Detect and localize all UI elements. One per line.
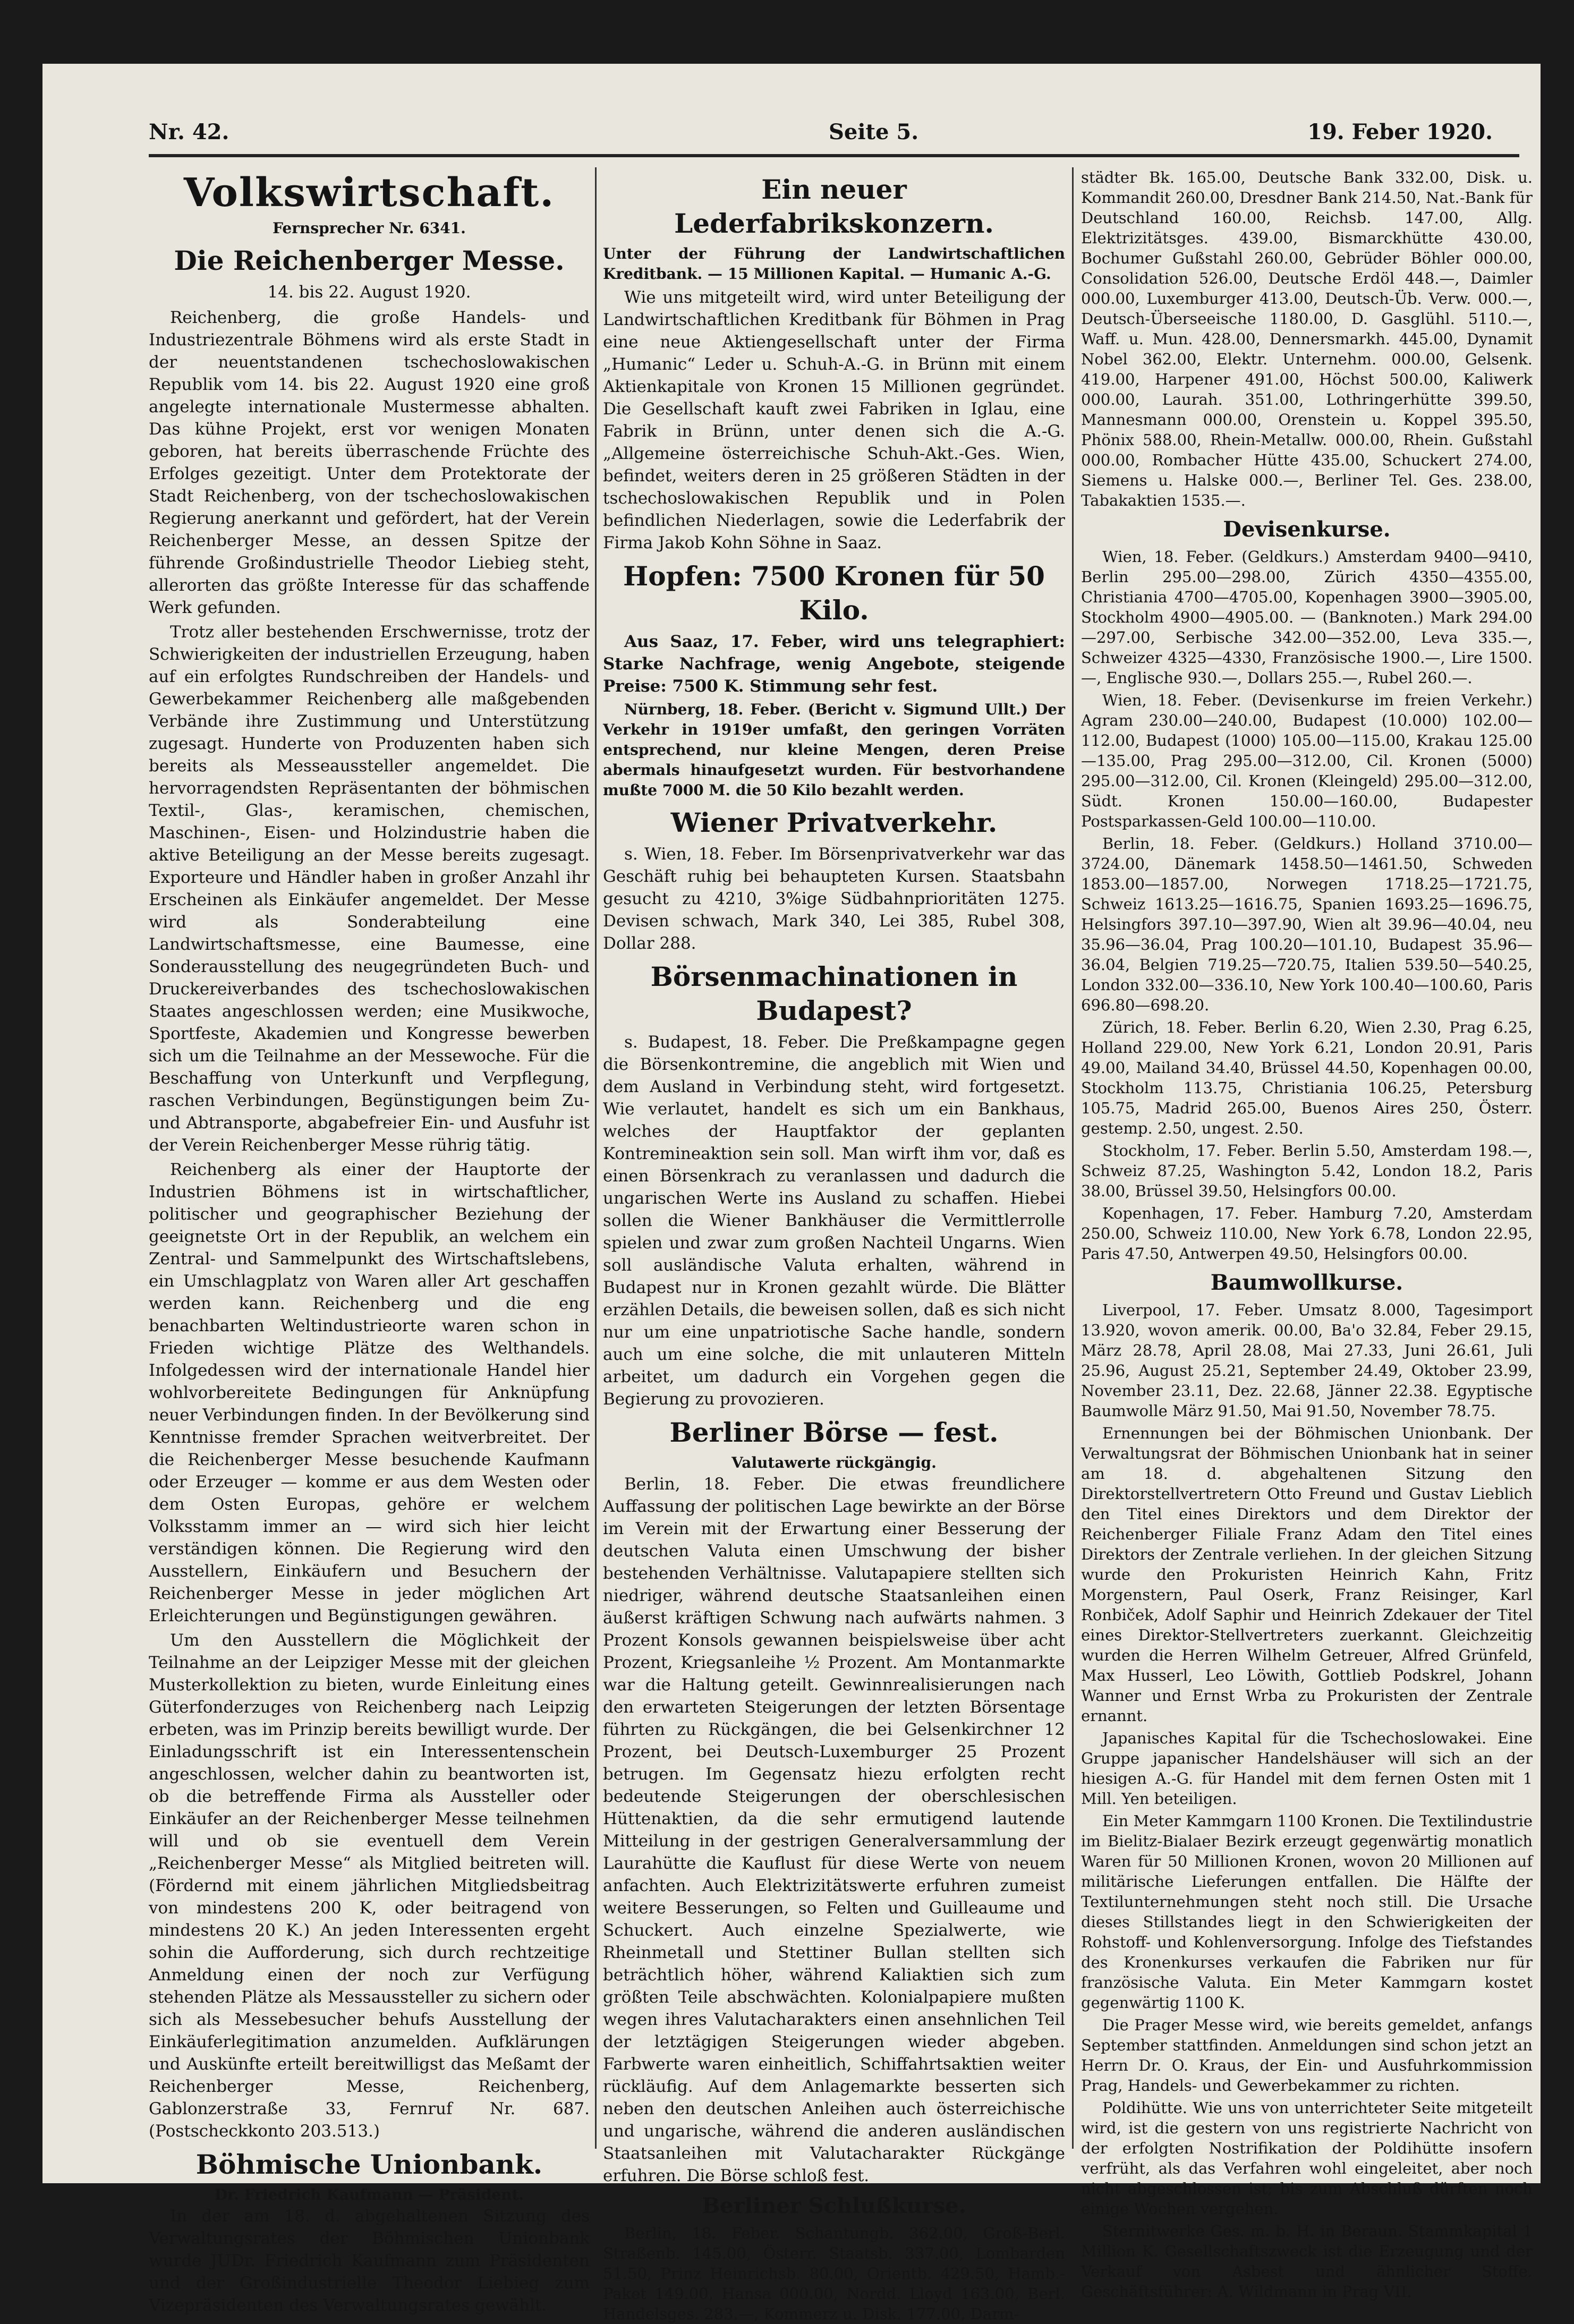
schluss-title: Berliner Schlußkurse. [702, 2193, 966, 2218]
budapest-title: Börsenmachinationen in Budapest? [650, 961, 1018, 1026]
devisen-title: Devisenkurse. [1223, 517, 1391, 542]
devisen-paragraph-4: Zürich, 18. Feber. Berlin 6.20, Wien 2.30, Prag 6.25, Holland 229.00, New York 6.21, London 20.91, Paris 49.00, Mailand 34.40, Brüssel 44.50, Kopenhagen 00.00, Stockholm 113.75, Christiania 106.25, Petersburg 105.75, Madrid 265.00, Buenos Aires 250, Österr. gestemp. 2.50, ungest. 2.50. [1081, 1018, 1533, 1137]
japan-paragraph: Japanisches Kapital für die Tschechoslowakei. Eine Gruppe japanischer Handelshäuser will sich an der hiesigen A.-G. für Handel mit dem fernen Osten mit 1 Mill. Yen beteiligen. [1081, 1729, 1533, 1808]
budapest-paragraph: s. Budapest, 18. Feber. Die Preßkampagne gegen die Börsenkontremine, die angeblich mit Wien und dem Ausland in Verbindung steht, wird fortgesetzt. Wie verlautet, handelt es sich um ein Bankhaus, welches der Hauptfaktor der geplanten Kontremineaktion sein soll. Man wirft ihm vor, daß es einen Börsenkrach zu veranlassen und dadurch die ungarischen Werte ins Ausland zu schaffen. Hiebei sollen die Wiener Bankhäuser die Vermittlerrolle spielen und zwar zum großen Nachteil Ungarns. Wien soll ausländische Valuta erhalten, während in Budapest nur in Kronen gezahlt würde. Die Blätter erzählen Details, die beweisen sollen, daß es sich nicht nur um eine unpatriotische Sache handle, sondern auch um eine solche, die mit unlauteren Mitteln arbeitet, um dadurch ein Vorgehen gegen die Begierung zu provozieren. [603, 1033, 1065, 1409]
kammgarn-paragraph: Ein Meter Kammgarn 1100 Kronen. Die Textilindustrie im Bielitz-Bialaer Bezirk erzeugt gegenwärtig monatlich Waren für 50 Millionen Kronen, wovon 20 Millionen auf militärische Lieferungen entfallen. Die Hälfte der Textilunternehmungen steht noch still. Die Ursache dieses Stillstandes liegt in den Schwierigkeiten der Rohstoff- und Kohlenversorgung. Infolge des Tiefstandes des Kronenkurses verkaufen die Fabriken nur für französische Valuta. Ein Meter Kammgarn kostet gegenwärtig 1100 K. [1081, 1812, 1533, 2012]
prager-paragraph: Die Prager Messe wird, wie bereits gemeldet, anfangs September stattfinden. Anmeldungen sind schon jetzt an Herrn Dr. O. Kraus, der Ein- und Ausfuhrkommission Prag, Handels- und Gewerbekammer zu richten. [1081, 2016, 1533, 2095]
leder-paragraph: Wie uns mitgeteilt wird, wird unter Beteiligung der Landwirtschaftlichen Kreditbank für Böhmen in Prag eine neue Aktiengesellschaft unter der Firma „Humanic“ Leder u. Schuh-A.-G. in Brünn mit einem Aktienkapitale von Kronen 15 Millionen gegründet. Die Gesellschaft kauft zwei Fabriken in Iglau, eine Fabrik in Brünn, unter denen sich die A.-G. „Allgemeine österreichische Schuh-Akt.-Ges. Wien, befindet, weiters deren in 25 größeren Städten in der tschechoslowakischen Republik und in Polen befindlichen Niederlagen, sowie die Lederfabrik der Firma Jakob Kohn Söhne in Saaz. [603, 288, 1065, 552]
column-1 [149, 167, 590, 2315]
messe-paragraph-3: Reichenberg als einer der Hauptorte der Industrien Böhmens ist in wirtschaftlicher, politischer und geographischer Beziehung der geeignetste Ort in der Republik, an welchem ein Zentral- und Sammelpunkt des Wirtschaftslebens, ein Umschlagplatz von Waren aller Art geschaffen werden kann. Reichenberg und die eng benachbarten Weltindustrieorte waren schon in Frieden wichtige Plätze des Welthandels. Infolgedessen wird der internationale Handel hier wohlvorbereitete Bedingungen für Anknüpfung neuer Verbindungen finden. In der Bevölkerung sind Kenntnisse fremder Sprachen weitverbreitet. Der die Reichenberger Messe besuchende Kaufmann oder Erzeuger — komme er aus dem Westen oder dem Osten Europas, gehöre er welchem Volksstamm immer an — wird sich hier leicht verständigen können. Die Regierung wird den Ausstellern, Einkäufern und Besuchern der Reichenberger Messe in jeder möglichen Art Erleichterungen und Begünstigungen gewähren. [149, 1160, 590, 1625]
ernennung-paragraph: Ernennungen bei der Böhmischen Unionbank. Der Verwaltungsrat der Böhmischen Unionbank hat in seiner am 18. d. abgehaltenen Sitzung den Direktorstellvertretern Otto Freund und Gustav Lieblich den Titel eines Direktors und dem Direktor der Reichenberger Filiale Franz Adam den Titel eines Direktors der Zentrale verliehen. In der gleichen Sitzung wurde den Prokuristen Heinrich Kahn, Fritz Morgenstern, Paul Oserk, Franz Reisinger, Karl Ronbiček, Adolf Saphir und Heinrich Zdekauer der Titel eines Direktor-Stellvertreters zuerkannt. Gleichzeitig wurden die Herren Wilhelm Getreuer, Alfred Grünfeld, Max Husserl, Leo Löwith, Gottlieb Podskrel, Johann Wanner und Ernst Wrba zu Prokuristen der Zentrale ernannt. [1081, 1424, 1533, 1725]
berlin-paragraph: Berlin, 18. Feber. Die etwas freundlichere Auffassung der politischen Lage bewirkte an der Börse im Verein mit der Erwartung einer Besserung der deutschen Valuta einen Umschwung der bisher bestehenden Verhältnisse. Valutapapiere stellten sich niedriger, während deutsche Staatsanleihen einen äußerst kräftigen Schwung nach aufwärts nahmen. 3 Prozent Konsols gewannen beispielsweise über acht Prozent, Kriegsanleihe ½ Prozent. Am Montanmarkte war die Haltung geteilt. Gewinnrealisierungen nach den erwarteten Steigerungen der letzten Börsentage führten zu Rückgängen, die bei Gelsenkirchner 12 Prozent, bei Deutsch-Luxemburger 25 Prozent betrugen. Im Gegensatz hiezu erfolgten recht bedeutende Steigerungen der oberschlesischen Hüttenaktien, da die sehr ermutigend lautende Mitteilung in der gestrigen Generalversammlung der Laurahütte die Kauflust für diese Werte von neuem anfachten. Auch Elektrizitätswerte erfuhren zumeist weitere Besserungen, so Felten und Guilleaume und Schuckert. Auch einzelne Spezialwerte, wie Rheinmetall und Stettiner Bullan stellten sich beträchtlich höher, während Kaliaktien sich zum größten Teile abschwächten. Kolonialpapiere mußten wegen ihres Valutacharakters einen ansehnlichen Teil der letztägigen Steigerungen wieder abgeben. Farbwerte waren einheitlich, Schiffahrtsaktien weiter rückläufig. Auf dem Anlagemarkte besserten sich neben den deutschen Anleihen auch österreichische und ungarische, während die anderen ausländischen Staatsanleihen mit Valutacharakter Rückgänge erfuhren. Die Börse schloß fest. [603, 1475, 1065, 2185]
messe-title: Die Reichenberger Messe. [174, 245, 565, 276]
messe-paragraph-1: Reichenberg, die große Handels- und Industriezentrale Böhmens wird als erste Stadt in der neuentstandenen tschechoslowakischen Republik vom 14. bis 22. August 1920 eine groß angelegte internationale Mustermesse abhalten. Das kühne Projekt, erst vor wenigen Monaten geboren, hat bereits überraschende Früchte des Erfolges gezeitigt. Unter dem Protektorate der Stadt Reichenberg, von der tschechoslowakischen Regierung anerkannt und gefördert, hat der Verein Reichenberger Messe, an dessen Spitze der führende Großindustrielle Theodor Liebieg steht, allerorten das größte Interesse für das schaffende Werk gefunden. [149, 308, 590, 617]
section-title: Volkswirtschaft. [183, 170, 555, 216]
devisen-paragraph-6: Kopenhagen, 17. Feber. Hamburg 7.20, Amsterdam 250.00, Schweiz 110.00, New York 6.78, London 22.95, Paris 47.50, Antwerpen 49.50, Helsingfors 00.00. [1081, 1204, 1533, 1263]
berlin-title: Berliner Börse — fest. [669, 1417, 999, 1448]
messe-date: 14. bis 22. August 1920. [267, 283, 471, 302]
privat-paragraph: s. Wien, 18. Feber. Im Börsenprivatverkehr war das Geschäft ruhig bei behaupteten Kursen. Staatsbahn gesucht zu 4210, 3%ige Südbahnprioritäten 1275. Devisen schwach, Mark 340, Lei 385, Rubel 308, Dollar 288. [603, 845, 1065, 953]
column-divider-1 [595, 167, 597, 2149]
baumwoll-title: Baumwollkurse. [1210, 1270, 1403, 1295]
column-2 [603, 167, 1065, 2323]
schluss-paragraph: Berlin, 18. Feber. Schantungb. 362.00, Groß-Berl. Straßenb. 145.00, Österr. Staatsb. 337.00, Lombarden 51.50, Prinz Heinrichsb. 80.00, Orientb. 429.50, Hamb.-Paket 149.00, Hansa 000.00, Nordd. Lloyd 163.00, Berl. Handelsges. 283.—, Kommerz u. Disk. 177.00, Darm- [603, 2224, 1065, 2323]
newspaper-page [42, 64, 1541, 2323]
stern-paragraph: Sternitwerke Ges. m. b. H. in Beraun. Stammkapital 1 Million K. Gesellschaftszweck ist die Erzeugung und der Verkauf von Asbest und ähnlicher Stoffe. Geschäftsführer: A. Wildmann in Prag VII. [1081, 2222, 1533, 2301]
header-rule [149, 154, 1519, 157]
leder-subtitle: Unter der Führung der Landwirtschaftlichen Kreditbank. — 15 Millionen Kapital. — Humanic A.-G. [603, 245, 1065, 283]
hopfen-paragraph-2: Nürnberg, 18. Feber. (Bericht v. Sigmund Ullt.) Der Verkehr in 1919er umfaßt, den geringen Vorräten entsprechend, nur kleine Mengen, deren Preise abermals hinaufgesetzt wurden. Für bestvorhandene mußte 7000 M. die 50 Kilo bezahlt werden. [603, 701, 1065, 799]
union-title: Böhmische Unionbank. [195, 2149, 543, 2180]
devisen-paragraph-5: Stockholm, 17. Feber. Berlin 5.50, Amsterdam 198.—, Schweiz 87.25, Washington 5.42, London 18.2, Paris 38.00, Brüssel 39.50, Helsingfors 00.00. [1081, 1142, 1533, 1200]
devisen-paragraph-2: Wien, 18. Feber. (Devisenkurse im freien Verkehr.) Agram 230.00—240.00, Budapest (10.000) 102.00—112.00, Budapest (1000) 105.00—115.00, Krakau 125.00—135.00, Prag 295.00—312.00, Cil. Kronen (5000) 295.00—312.00, Cil. Kronen (Kleingeld) 295.00—312.00, Südt. Kronen 150.00—160.00, Budapester Postsparkassen-Geld 100.00—110.00. [1081, 691, 1533, 830]
hopfen-title: Hopfen: 7500 Kronen für 50 Kilo. [623, 560, 1045, 626]
messe-paragraph-4: Um den Ausstellern die Möglichkeit der Teilnahme an der Leipziger Messe mit der gleichen Musterkollektion zu bieten, wurde Einleitung eines Güterfonderzuges von Reichenberg nach Leipzig erbeten, was im Prinzip bereits bewilligt wurde. Der Einladungsschrift ist ein Interessentenschein angeschlossen, welcher dahin zu beantworten ist, ob die betreffende Firma als Aussteller oder Einkäufer an der Reichenberger Messe teilnehmen will und ob sie eventuell dem Verein „Reichenberger Messe“ als Mitglied beitreten will. (Fördernd mit einem jährlichen Mitgliedsbeitrag von mindestens 200 K, oder beitragend von mindestens 20 K.) An jeden Interessenten ergeht sohin die Aufforderung, sich durch rechtzeitige Anmeldung einen der noch zur Verfügung stehenden Plätze als Messaussteller zu sichern oder sich als Messebesucher behufs Ausstellung der Einkäuferlegitimation anzumelden. Aufklärungen und Auskünfte erteilt bereitwilligst das Meßamt der Reichenberger Messe, Reichenberg, Gablonzerstraße 33, Fernruf Nr. 687. (Postscheckkonto 203.513.) [149, 1631, 590, 2141]
berlin-subtitle: Valutawerte rückgängig. [731, 1454, 937, 1471]
leder-title: Ein neuer Lederfabrikskonzern. [674, 174, 994, 239]
union-paragraph: In der am 18. d. abgehaltenen Sitzung des Verwaltungsrates der Böhmischen Unionbank wurde JUDr. Friedrich Kaufmann zum Präsidenten und der Großindustrielle Theodor Liebieg zum Vizepräsidenten des Verwaltungsrates gewählt. [149, 2207, 590, 2315]
devisen-paragraph-3: Berlin, 18. Feber. (Geldkurs.) Holland 3710.00—3724.00, Dänemark 1458.50—1461.50, Schweden 1853.00—1857.00, Norwegen 1718.25—1721.75, Schweiz 1613.25—1616.75, Spanien 1693.25—1696.75, Helsingfors 397.10—397.90, Wien alt 39.96—40.04, neu 35.96—36.04, Prag 100.20—101.10, Budapest 35.96—36.04, Belgien 719.25—720.75, Italien 539.50—540.25, London 332.00—336.10, New York 100.40—100.60, Paris 696.80—698.20. [1081, 835, 1533, 1014]
page-number: Seite 5. [829, 120, 919, 144]
phone-line: Fernsprecher Nr. 6341. [273, 219, 466, 237]
schluss-continued: städter Bk. 165.00, Deutsche Bank 332.00, Disk. u. Kommandit 260.00, Dresdner Bank 214.50, Nat.-Bank für Deutschland 160.00, Reichsb. 147.00, Allg. Elektrizitätsges. 439.00, Bismarckhütte 430.00, Bochumer Gußstahl 260.00, Gebrüder Böhler 000.00, Consolidation 526.00, Deutsche Erdöl 448.—, Daimler 000.00, Luxemburger 413.00, Deutsch-Üb. Verw. 000.—, Deutsch-Überseeische 1180.00, D. Gasglühl. 5110.—, Waff. u. Mun. 428.00, Dennersmarkh. 445.00, Dynamit Nobel 362.00, Elektr. Unternehm. 000.00, Gelsenk. 419.00, Harpener 491.00, Höchst 500.00, Kaliwerk 000.00, Laurah. 351.00, Lothringerhütte 399.50, Mannesmann 000.00, Orenstein u. Koppel 395.50, Phönix 588.00, Rhein-Metallw. 000.00, Rhein. Gußstahl 000.00, Rombacher Hütte 435.00, Schuckert 274.00, Siemens u. Halske 000.—, Berliner Tel. Ges. 238.00, Tabakaktien 1535.—. [1081, 168, 1533, 509]
issue-date: 19. Feber 1920. [1307, 120, 1493, 144]
hopfen-paragraph-1: Aus Saaz, 17. Feber, wird uns telegraphiert: Starke Nachfrage, wenig Angebote, steigende Preise: 7500 K. Stimmung sehr fest. [603, 632, 1065, 696]
poldi-paragraph: Poldihütte. Wie uns von unterrichteter Seite mitgeteilt wird, ist die gestern von uns registrierte Nachricht von der erfolgten Nostrifikation der Poldihütte insofern verfrüht, als das Verfahren wohl eingeleitet, aber noch nicht abgeschlossen ist; bis zum Abschluß dürften noch einige Wochen vergehen. [1081, 2099, 1533, 2218]
privat-title: Wiener Privatverkehr. [670, 807, 998, 838]
union-subtitle: Dr. Friedrich Kaufmann — Präsident. [214, 2186, 524, 2203]
messe-paragraph-2: Trotz aller bestehenden Erschwernisse, trotz der Schwierigkeiten der industriellen Erzeugung, haben auf ein erfolgtes Rundschreiben der Handels- und Gewerbekammer Reichenberg alle maßgebenden Verbände ihre Zustimmung und Unterstützung zugesagt. Hunderte von Produzenten haben sich bereits als Messeaussteller angemeldet. Die hervorragendsten Repräsentanten der böhmischen Textil-, Glas-, keramischen, chemischen, Maschinen-, Eisen- und Holzindustrie haben die aktive Beteiligung an der Messe bereits zugesagt. Exporteure und Händler haben in großer Anzahl ihr Erscheinen als Einkäufer angemeldet. Der Messe wird als Sonderabteilung eine Landwirtschaftsmesse, eine Baumesse, eine Sonderausstellung des neugegründeten Buch- und Druckereiverbandes des tschechoslowakischen Staates angeschlossen werden; eine Musikwoche, Sportfeste, Akademien und Kongresse bewerben sich um die Teilnahme an der Messewoche. Für die Beschaffung von Unterkunft und Verpflegung, raschen Verbindungen, Begünstigungen beim Zu- und Abtransporte, abgabefreier Ein- und Ausfuhr ist der Verein Reichenberger Messe rührig tätig. [149, 623, 590, 1155]
issue-number: Nr. 42. [149, 120, 229, 144]
baumwoll-paragraph: Liverpool, 17. Feber. Umsatz 8.000, Tagesimport 13.920, wovon amerik. 00.00, Ba'o 32.84, Feber 29.15, März 28.78, April 28.08, Mai 27.33, Juni 26.61, Juli 25.96, August 25.21, September 24.49, Oktober 23.99, November 23.11, Dez. 22.68, Jänner 22.38. Egyptische Baumwolle März 91.50, Mai 91.50, November 78.75. [1081, 1301, 1533, 1420]
column-divider-2 [1072, 167, 1074, 2149]
devisen-paragraph-1: Wien, 18. Feber. (Geldkurs.) Amsterdam 9400—9410, Berlin 295.00—298.00, Zürich 4350—4355.00, Christiania 4700—4705.00, Kopenhagen 3900—3905.00, Stockholm 4900—4905.00. — (Banknoten.) Mark 294.00—297.00, Serbische 342.00—352.00, Leva 335.—, Schweizer 4325—4330, Französische 1900.—, Lire 1500.—, Englische 930.—, Dollars 255.—, Rubel 260.—. [1081, 548, 1533, 687]
page-header [42, 114, 1541, 151]
column-3 [1081, 167, 1533, 2301]
